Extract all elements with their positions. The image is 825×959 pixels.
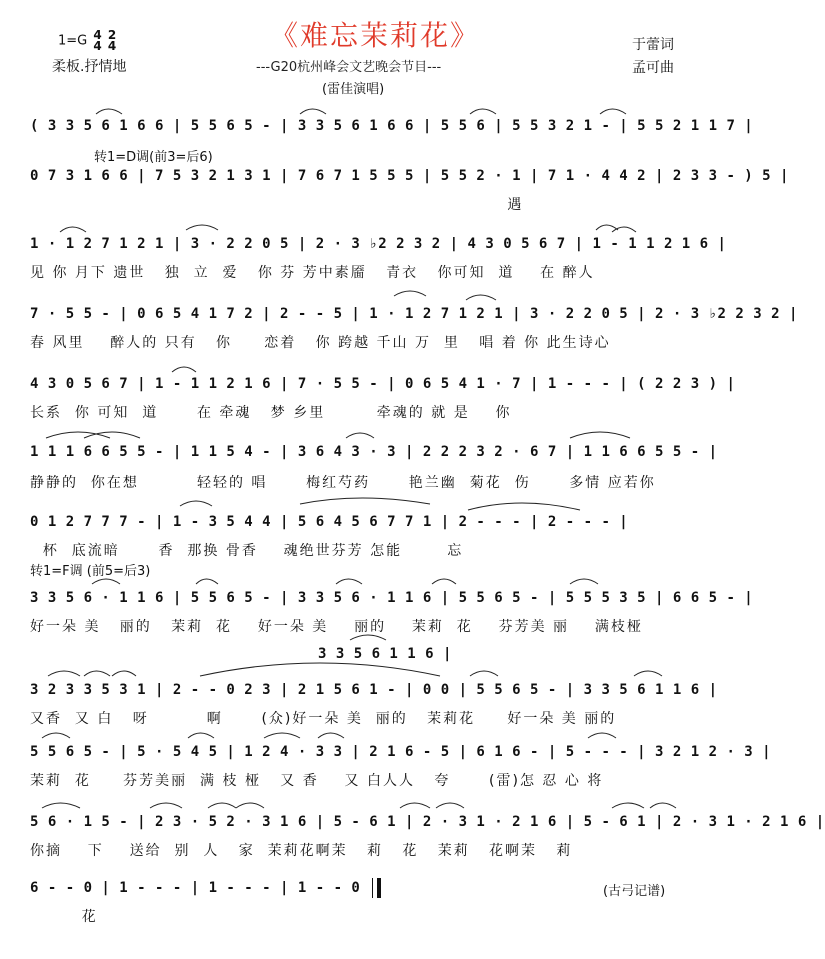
slur (84, 432, 140, 438)
lyric-line: 杯 底流暗 香 那换 骨香 魂绝世芬芳 怎能 忘 (30, 543, 464, 559)
slur (208, 803, 236, 808)
lyricist-credit: 于蕾词 (632, 37, 674, 53)
lyric-line: 见 你 月下 遗世 独 立 爱 你 芬 芳中素靥 青衣 你可知 道 在 醉人 (30, 265, 595, 281)
notation-line: 5 5 6 5 - | 5 · 5 4 5 | 1 2 4 · 3 3 | 2 1 6 - 5 | 6 1 6 - | 5 - - - | 3 2 1 2 · 3 | (30, 744, 772, 760)
slur (42, 803, 80, 808)
slur (48, 671, 80, 676)
slur (634, 671, 662, 676)
notation-line: 1 1 1 6 6 5 5 - | 1 1 5 4 - | 3 6 4 3 · 3 | 2 2 2 3 2 · 6 7 | 1 1 6 6 5 5 - | (30, 444, 718, 460)
notation-line: 0 7 3 1 6 6 | 7 5 3 2 1 3 1 | 7 6 7 1 5 5 5 | 5 5 2 · 1 | 7 1 · 4 4 2 | 2 3 3 - ) 5 | (30, 168, 789, 184)
slur (612, 803, 644, 808)
slur (200, 663, 440, 676)
lyric-line: 静静的 你在想 轻轻的 唱 梅红芍药 艳兰幽 菊花 伤 多情 应若你 (30, 475, 656, 491)
notation-line: 1 · 1 2 7 1 2 1 | 3 · 2 2 0 5 | 2 · 3 ♭2 2 3 2 | 4 3 0 5 6 7 | 1 - 1 1 2 1 6 | (30, 236, 727, 252)
slur (84, 671, 110, 676)
slur (300, 109, 326, 114)
lyric-line: 又香 又 白 呀 啊 (众)好一朵 美 丽的 茉莉花 好一朵 美 丽的 (30, 711, 617, 727)
slur (300, 498, 430, 504)
slur (470, 109, 496, 114)
lyric-line: 遇 (30, 197, 524, 213)
singer-credit: (雷佳演唱) (322, 82, 385, 97)
notation-line: 3 2 3 3 5 3 1 | 2 - - 0 2 3 | 2 1 5 6 1 - | 0 0 | 5 5 6 5 - | 3 3 5 6 1 1 6 | (30, 682, 718, 698)
slur (588, 733, 616, 738)
slur (468, 503, 580, 510)
slur (570, 432, 630, 438)
slur (596, 225, 618, 230)
slur (236, 803, 264, 808)
slur (570, 579, 598, 584)
slur (432, 579, 456, 584)
notation-line: 5 6 · 1 5 - | 2 3 · 5 2 · 3 1 6 | 5 - 6 1 | 2 · 3 1 · 2 1 6 | 5 - 6 1 | 2 · 3 1 · 2 1 6 | (30, 814, 825, 830)
slur (346, 433, 374, 438)
notation-line: 6 - - 0 | 1 - - - | 1 - - - | 1 - - 0 (30, 880, 361, 896)
slur (112, 671, 136, 676)
notation-line: ( 3 3 5 6 1 6 6 | 5 5 6 5 - | 3 3 5 6 1 6 6 | 5 5 6 | 5 5 3 2 1 - | 5 5 2 1 1 7 | (30, 118, 754, 134)
slur (96, 109, 122, 114)
slur (186, 225, 218, 230)
modulation-note-f: 转1=F调 (前5=后3) (30, 564, 151, 579)
tempo-marking: 柔板.抒情地 (52, 59, 127, 75)
slur (150, 803, 182, 808)
slur (172, 367, 196, 372)
slur (180, 501, 212, 506)
slur (600, 109, 626, 114)
notation-line: 3 3 5 6 · 1 1 6 | 5 5 6 5 - | 3 3 5 6 · 1 1 6 | 5 5 6 5 - | 5 5 5 3 5 | 6 6 5 - | (30, 590, 754, 606)
time-signature-2-4: 2 4 (107, 28, 117, 53)
slur (318, 733, 344, 738)
slur (612, 227, 636, 232)
notation-line: 4 3 0 5 6 7 | 1 - 1 1 2 1 6 | 7 · 5 5 - | 0 6 5 4 1 · 7 | 1 - - - | ( 2 2 3 ) | (30, 376, 736, 392)
slur (188, 733, 214, 738)
slur (60, 227, 86, 232)
notation-line: 7 · 5 5 - | 0 6 5 4 1 7 2 | 2 - - 5 | 1 · 1 2 7 1 2 1 | 3 · 2 2 0 5 | 2 · 3 ♭2 2 3 2 | (30, 306, 798, 322)
key-label: 1=G (58, 33, 88, 49)
slur (42, 733, 70, 738)
slur (466, 295, 496, 300)
notation-line: 0 1 2 7 7 7 - | 1 - 3 5 4 4 | 5 6 4 5 6 7 7 1 | 2 - - - | 2 - - - | (30, 514, 629, 530)
notation-line: 3 3 5 6 1 1 6 | (318, 646, 452, 662)
slur (336, 579, 362, 584)
slur (400, 803, 430, 808)
lyric-line: 春 风里 醉人的 只有 你 恋着 你 跨越 千山 万 里 唱 着 你 此生诗心 (30, 335, 611, 351)
slur (92, 579, 120, 584)
slur (46, 432, 110, 438)
lyric-line: 你摘 下 送给 别 人 家 茉莉花啊茉 莉 花 茉莉 花啊茉 莉 (30, 843, 573, 859)
lyric-line: 好一朵 美 丽的 茉莉 花 好一朵 美 丽的 茉莉 花 芬芳美 丽 满枝桠 (30, 619, 643, 635)
slur (394, 291, 426, 296)
slur (650, 803, 676, 808)
lyric-line: 茉莉 花 芬芳美丽 满 枝 桠 又 香 又 白人人 夸 (雷)怎 忍 心 将 (30, 773, 604, 789)
modulation-note-d: 转1=D调(前3=后6) (94, 150, 213, 165)
slur (470, 671, 498, 676)
transcriber-credit: (古弓记谱) (603, 884, 666, 899)
final-barline (372, 878, 382, 898)
slur (196, 579, 218, 584)
subtitle: ---G20杭州峰会文艺晚会节目--- (256, 60, 442, 75)
lyric-line: 长系 你 可知 道 在 牵魂 梦 乡里 牵魂的 就 是 你 (30, 405, 512, 421)
key-signature (58, 30, 116, 52)
lyric-line: 花 (30, 909, 98, 925)
composer-credit: 孟可曲 (632, 60, 674, 76)
slur (264, 733, 300, 738)
time-signature-4-4: 4 4 (93, 28, 102, 53)
song-title: 《难忘茉莉花》 (270, 19, 481, 52)
slur (436, 803, 464, 808)
